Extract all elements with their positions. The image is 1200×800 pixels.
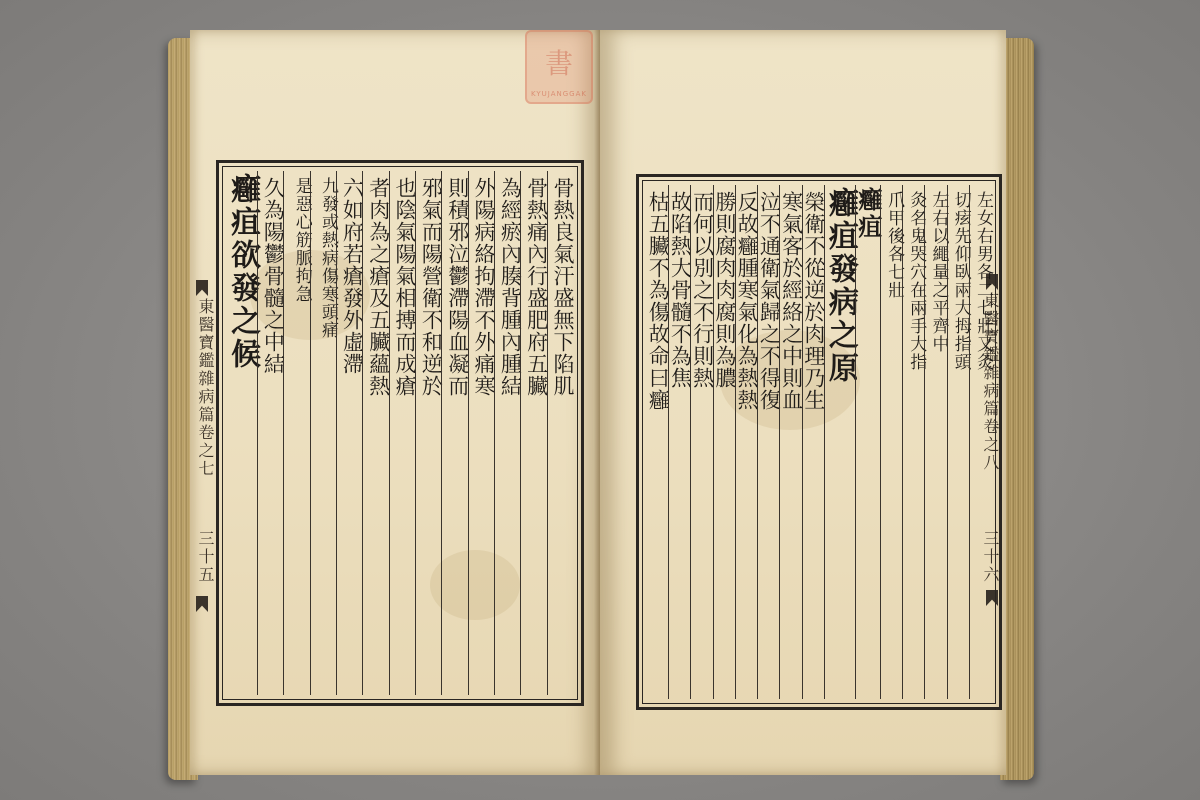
library-seal: [525, 30, 593, 104]
text-column: 邪氣而陽營衛不和逆於: [415, 171, 441, 695]
right-page-number: 三十六: [981, 530, 1000, 584]
fishtail-mark: [196, 596, 208, 612]
left-page: [190, 30, 600, 775]
text-column: 左女右男各二七壯又灸: [969, 185, 991, 699]
section-subtitle: 癰疽: [855, 185, 880, 699]
text-column: 榮衛不從逆於肉理乃生: [802, 185, 824, 699]
text-column: 為經瘀內腠背腫內腫結: [494, 171, 520, 695]
text-column: 而何以別之不行則熱: [690, 185, 712, 699]
text-column: 是惡心筋脈拘急: [283, 171, 309, 695]
right-page: [600, 30, 1006, 775]
left-page-number: 三十五: [196, 530, 215, 584]
text-column: 左右以繩量之平齊中: [924, 185, 946, 699]
text-column: 六如府若瘡發外虛滯: [336, 171, 362, 695]
text-column: 骨熱良氣汗盛無下陷肌: [547, 171, 573, 695]
seal-caption: KYUJANGGAK: [531, 90, 587, 98]
right-print-frame: [636, 174, 1002, 710]
fishtail-mark: [196, 280, 208, 296]
section-title: 癰疽發病之原: [824, 185, 855, 699]
text-column: 者肉為之瘡及五臟蘊熱: [362, 171, 388, 695]
left-banxin-label: 東醫寶鑑雜病篇卷之七: [196, 298, 215, 478]
text-column: 故陷熱大骨髓不為焦: [668, 185, 690, 699]
text-column: 切痃先仰臥兩大拇指頭: [947, 185, 969, 699]
text-column: 則積邪泣鬱滯陽血凝而: [441, 171, 467, 695]
text-column: 也陰氣陽氣相搏而成瘡: [389, 171, 415, 695]
left-print-frame: [216, 160, 584, 706]
text-column: 九發或熱病傷寒頭痛: [310, 171, 336, 695]
open-book: [168, 24, 1034, 784]
right-banxin-label: 東醫寶鑑雜病篇卷之八: [981, 292, 1000, 472]
text-column: 寒氣客於經絡之中則血: [779, 185, 801, 699]
section-title: 癰疽欲發之候: [225, 173, 261, 371]
text-column: 反故癰腫寒氣化為熱熱: [735, 185, 757, 699]
seal-glyph: 書: [544, 47, 573, 80]
text-column: 枯五臟不為傷故命曰癰: [646, 191, 671, 411]
text-column: 泣不通衛氣歸之不得復: [757, 185, 779, 699]
text-column: 久為陽鬱骨髓之中結: [257, 171, 283, 695]
text-column: 勝則腐肉肉腐則為膿: [713, 185, 735, 699]
text-column: 骨熱痛內行盛肥府五臟: [520, 171, 546, 695]
text-column: 外陽病絡拘滯不外痛寒: [468, 171, 494, 695]
left-text-columns: [227, 171, 573, 695]
text-column: 爪甲後各七壯: [880, 185, 902, 699]
text-column: 灸名鬼哭穴在兩手大指: [902, 185, 924, 699]
right-text-columns: [647, 185, 991, 699]
